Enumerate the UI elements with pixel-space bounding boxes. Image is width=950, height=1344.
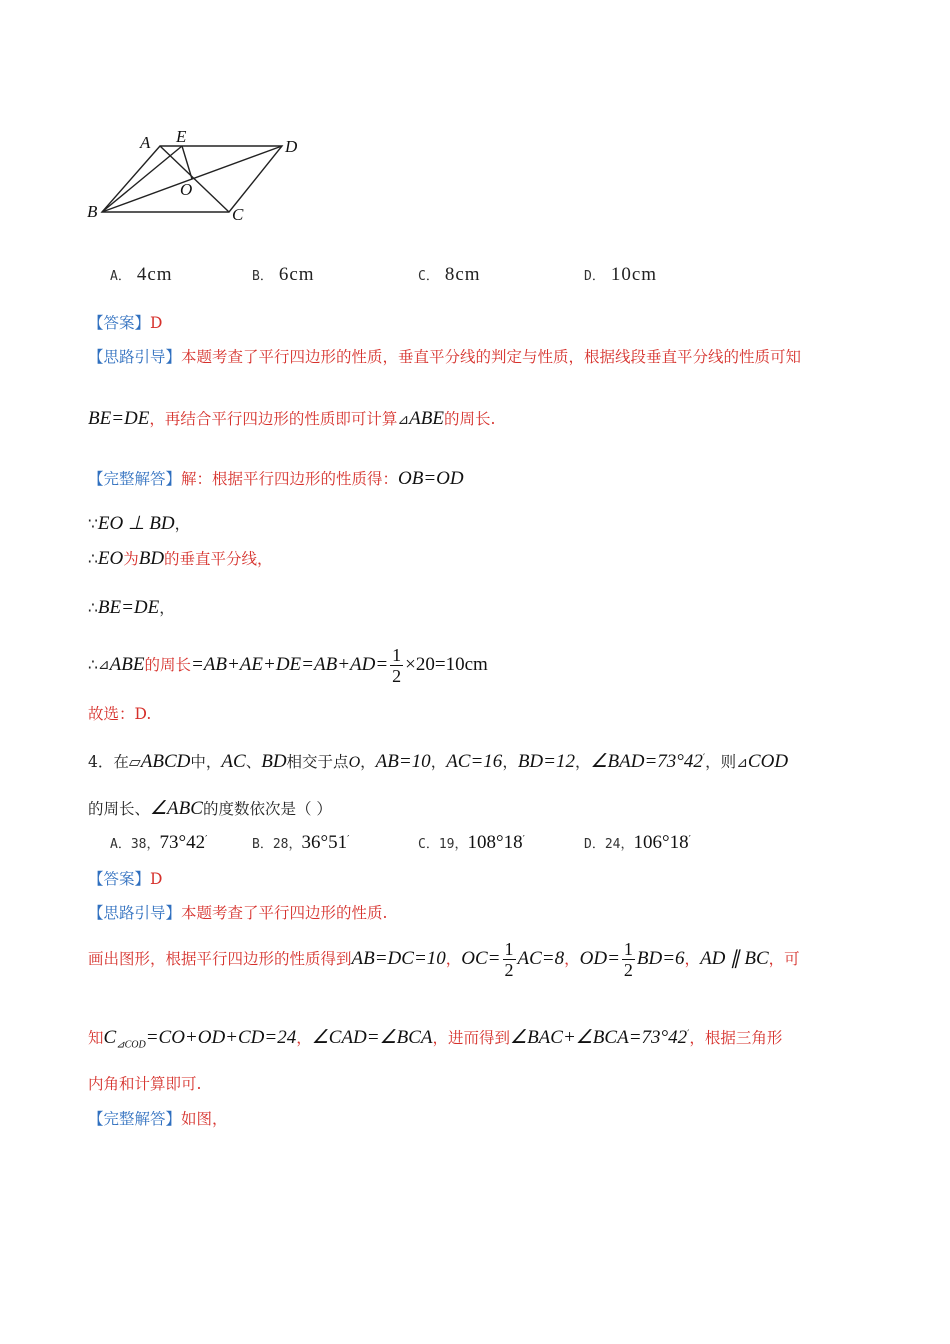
- segment-be: [102, 146, 182, 212]
- q4-option-d[interactable]: D．24，106°18′: [584, 832, 691, 853]
- hint-4-line4: 内角和计算即可.: [88, 1075, 202, 1093]
- solution-1-step1: ∵EO ⊥ BD，: [88, 513, 191, 534]
- solution-1-step3: ∴BE=DE，: [88, 597, 175, 618]
- answer-1: 【答案】D: [88, 314, 163, 332]
- question-4-line2: 的周长、∠ABC的度数依次是（ ）: [88, 798, 332, 819]
- solution-1-step4: ∴ ⊿ ABE 的周长 =AB+AE+DE=AB+AD= $\frac{1}{2}$ ×20=10cm: [88, 644, 488, 686]
- hint-1-line2: BE=DE，再结合平行四边形的性质即可计算⊿ABE的周长.: [88, 408, 496, 429]
- q4-option-b[interactable]: B．28，36°51′: [252, 832, 350, 853]
- fraction-half-od: $\frac{1}{2}$: [623, 938, 633, 980]
- label-a: A: [140, 133, 151, 152]
- fraction-half-oc: $\frac{1}{2}$: [504, 938, 514, 980]
- solution-1-intro: 【完整解答】解：根据平行四边形的性质得：OB=OD: [88, 468, 464, 489]
- label-e: E: [176, 127, 187, 146]
- label-d: D: [285, 137, 298, 156]
- question-4-line1: 4．在▱ABCD中，AC、BD相交于点O，AB=10，AC=16，BD=12，∠BAD=73°42′，则⊿COD: [88, 751, 789, 773]
- hint-4-line2: 画出图形，根据平行四边形的性质得到 AB=DC=10 ， OC= $\frac{1}{2}$ AC=8 ， OD= $\frac{1}{2}$ BD=6 ， AD ∥ BC ，可: [88, 938, 800, 980]
- hint-4: 【思路引导】本题考查了平行四边形的性质.: [88, 904, 388, 922]
- q4-option-a[interactable]: A．38，73°42′: [110, 832, 208, 853]
- label-b: B: [87, 202, 98, 221]
- solution-1-conclusion: 故选：D.: [88, 705, 152, 723]
- label-c: C: [232, 205, 244, 224]
- option-b[interactable]: B． 6cm: [252, 264, 315, 285]
- segment-eo: [182, 146, 192, 179]
- hint-4-line3: 知$C_{⊿COD}=CO+OD+CD=24$，∠CAD=∠BCA，进而得到∠BAC+∠BCA=73°42′，根据三角形: [88, 1027, 783, 1051]
- label-o: O: [180, 180, 193, 199]
- solution-4: 【完整解答】如图，: [88, 1110, 228, 1128]
- solution-1-step2: ∴EO为BD的垂直平分线，: [88, 548, 273, 569]
- option-d[interactable]: D． 10cm: [584, 264, 658, 285]
- fraction-half: $\frac{1}{2}$: [392, 644, 402, 686]
- q4-option-c[interactable]: C．19，108°18′: [418, 832, 525, 853]
- option-a[interactable]: A． 4cm: [110, 264, 173, 285]
- answer-4: 【答案】D: [88, 870, 163, 888]
- parallelogram-figure: [82, 124, 312, 224]
- option-c[interactable]: C． 8cm: [418, 264, 481, 285]
- hint-1: 【思路引导】本题考查了平行四边形的性质，垂直平分线的判定与性质，根据线段垂直平分线的性质可知: [88, 348, 802, 366]
